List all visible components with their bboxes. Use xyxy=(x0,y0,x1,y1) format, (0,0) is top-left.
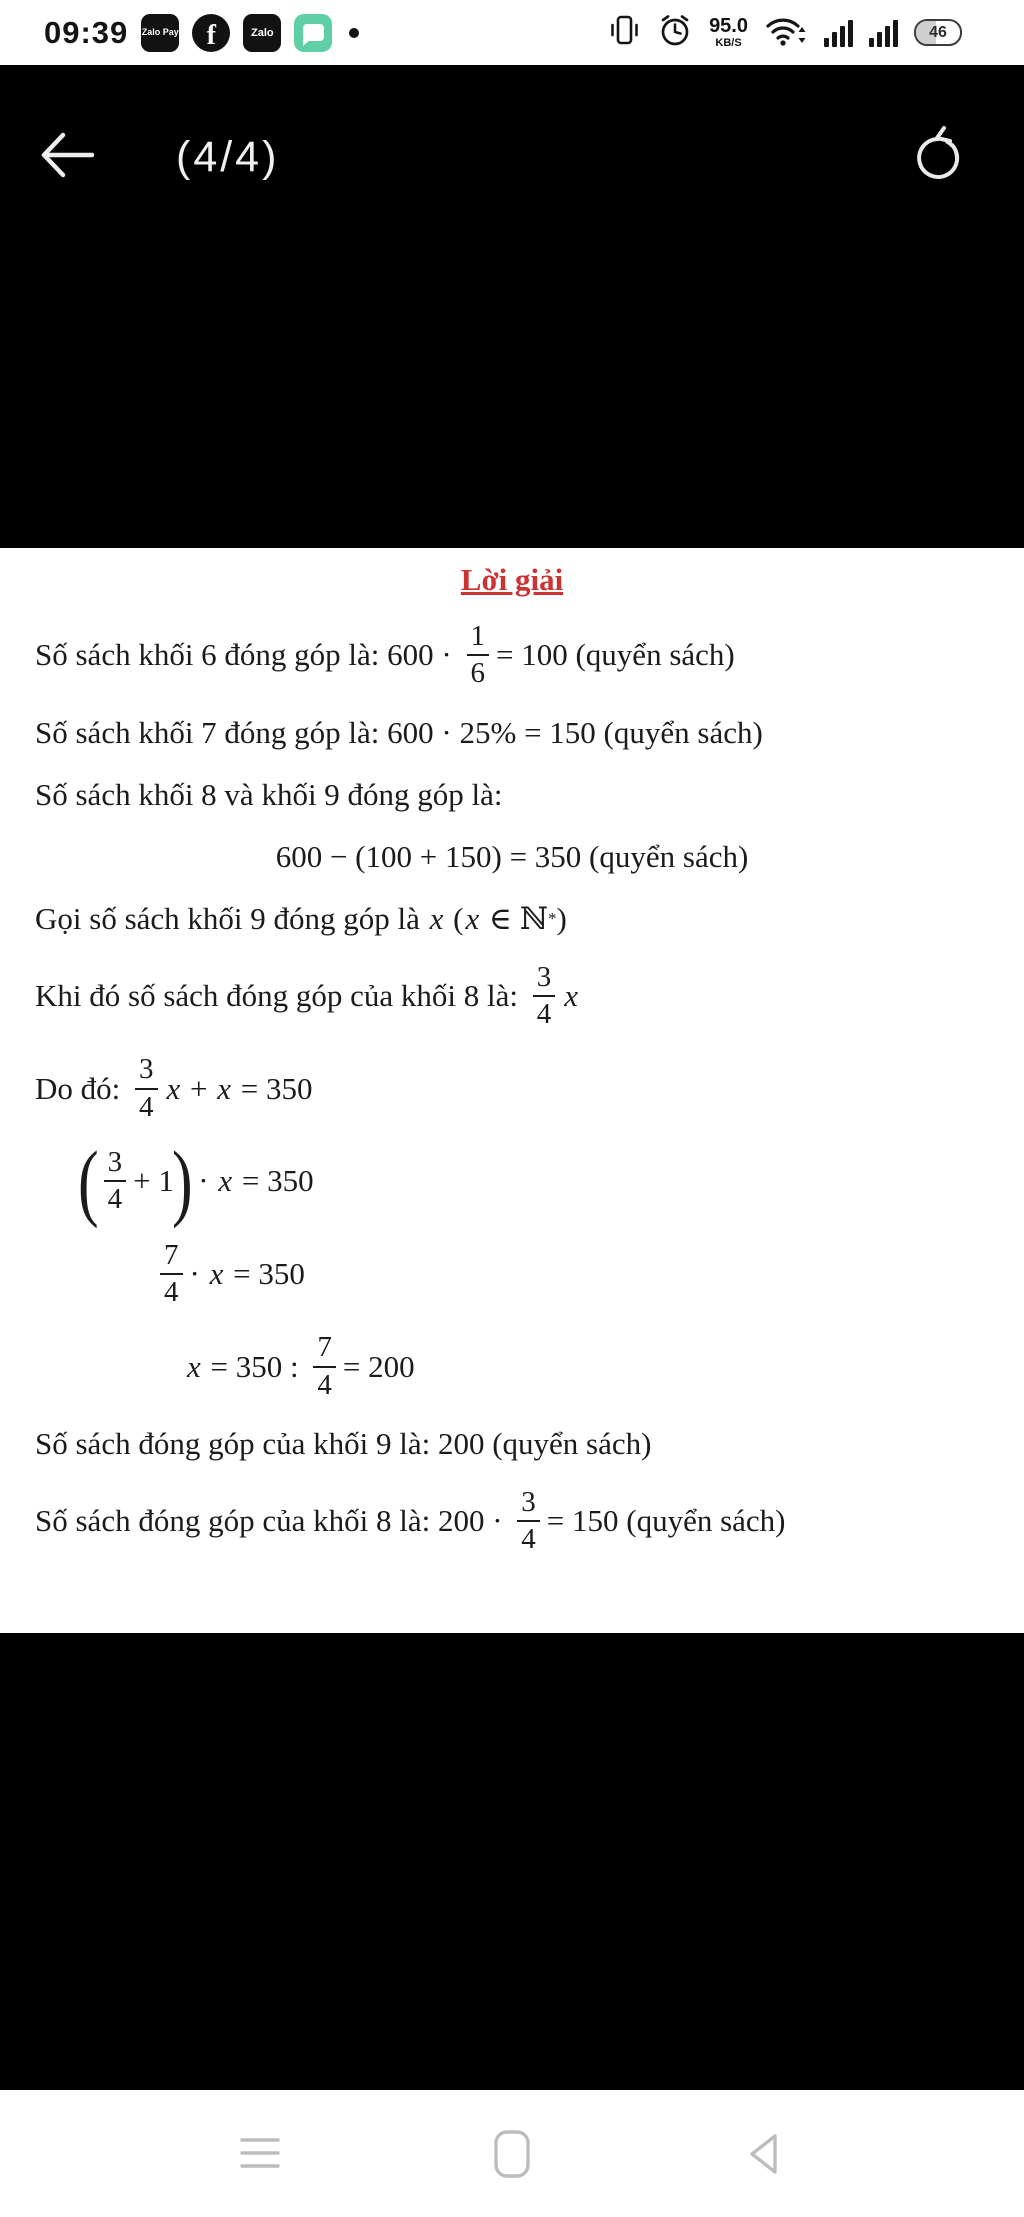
solution-line-4: 600 − (100 + 150) = 350 (quyển sách) xyxy=(275,838,749,874)
fraction: $\frac{3}{4}$ xyxy=(104,1146,127,1217)
menu-icon xyxy=(239,2136,281,2172)
recents-button[interactable] xyxy=(237,2131,283,2177)
solution-line-1: Số sách khối 6 đóng góp là: 600 · $\frac{1}{6}$ = 100 (quyển sách) xyxy=(35,620,735,690)
fraction: $\frac{7}{4}$ xyxy=(160,1239,183,1310)
solution-line-10: x = 350 : $\frac{7}{4}$ = 200 xyxy=(187,1331,415,1401)
signal-sim2-icon xyxy=(869,19,898,47)
fraction: $\frac{1}{6}$ xyxy=(467,620,490,691)
page-indicator: (4/4) xyxy=(176,133,280,181)
solution-line-8: ( $\frac{3}{4}$ + 1 ) · x = 350 xyxy=(78,1133,314,1230)
solution-panel xyxy=(0,548,1024,1633)
content-background-gap xyxy=(0,1633,1024,2090)
status-bar xyxy=(0,0,1024,65)
back-triangle-icon xyxy=(744,2131,784,2177)
back-arrow-icon xyxy=(38,127,98,183)
solution-line-12: Số sách đóng góp của khối 8 là: 200 · $\frac{3}{4}$ = 150 (quyển sách) xyxy=(35,1486,786,1556)
facebook-icon: f xyxy=(192,14,230,52)
solution-line-9: $\frac{7}{4}$ · x = 350 xyxy=(35,1239,989,1310)
solution-line-6: Khi đó số sách đóng góp của khối 8 là: $\frac{3}{4}$ x xyxy=(35,960,579,1031)
messenger-icon xyxy=(294,14,332,52)
battery-percent: 46 xyxy=(929,23,947,41)
alarm-icon xyxy=(657,12,693,53)
signal-sim1-icon xyxy=(824,19,853,47)
wifi-icon xyxy=(764,13,808,52)
home-button[interactable] xyxy=(489,2131,535,2177)
fraction: $\frac{3}{4}$ xyxy=(135,1053,158,1124)
notification-dot-icon xyxy=(349,28,359,38)
solution-line-11: Số sách đóng góp của khối 9 là: 200 (quyển sách) xyxy=(35,1426,652,1462)
back-button[interactable] xyxy=(38,127,98,183)
fraction: $\frac{3}{4}$ xyxy=(533,961,556,1032)
home-icon xyxy=(493,2129,531,2179)
clock: 09:39 xyxy=(44,14,129,50)
refresh-icon xyxy=(910,125,966,187)
back-nav-button[interactable] xyxy=(741,2131,787,2177)
battery-indicator xyxy=(914,19,962,46)
zalo-icon: Zalo xyxy=(243,14,281,52)
fraction: $\frac{7}{4}$ xyxy=(313,1331,336,1402)
refresh-button[interactable] xyxy=(910,125,966,187)
solution-lines xyxy=(35,620,989,1557)
solution-line-3: Số sách khối 8 và khối 9 đóng góp là: xyxy=(35,776,503,812)
solution-line-5: Gọi số sách khối 9 đóng góp là x ( x ∈ ℕ * ) xyxy=(35,900,567,936)
fraction: $\frac{3}{4}$ xyxy=(517,1486,540,1557)
solution-title: Lời giải xyxy=(460,562,564,597)
vibrate-icon xyxy=(607,13,641,52)
network-speed: 95.0 KB/S xyxy=(709,15,748,49)
solution-line-7: Do đó: $\frac{3}{4}$ x + x = 350 xyxy=(35,1053,313,1123)
solution-line-2: Số sách khối 7 đóng góp là: 600 · 25% = 150 (quyển sách) xyxy=(35,714,763,750)
app-header xyxy=(0,65,1024,548)
zalopay-icon: Zalo Pay xyxy=(141,14,179,52)
navigation-bar xyxy=(0,2090,1024,2217)
